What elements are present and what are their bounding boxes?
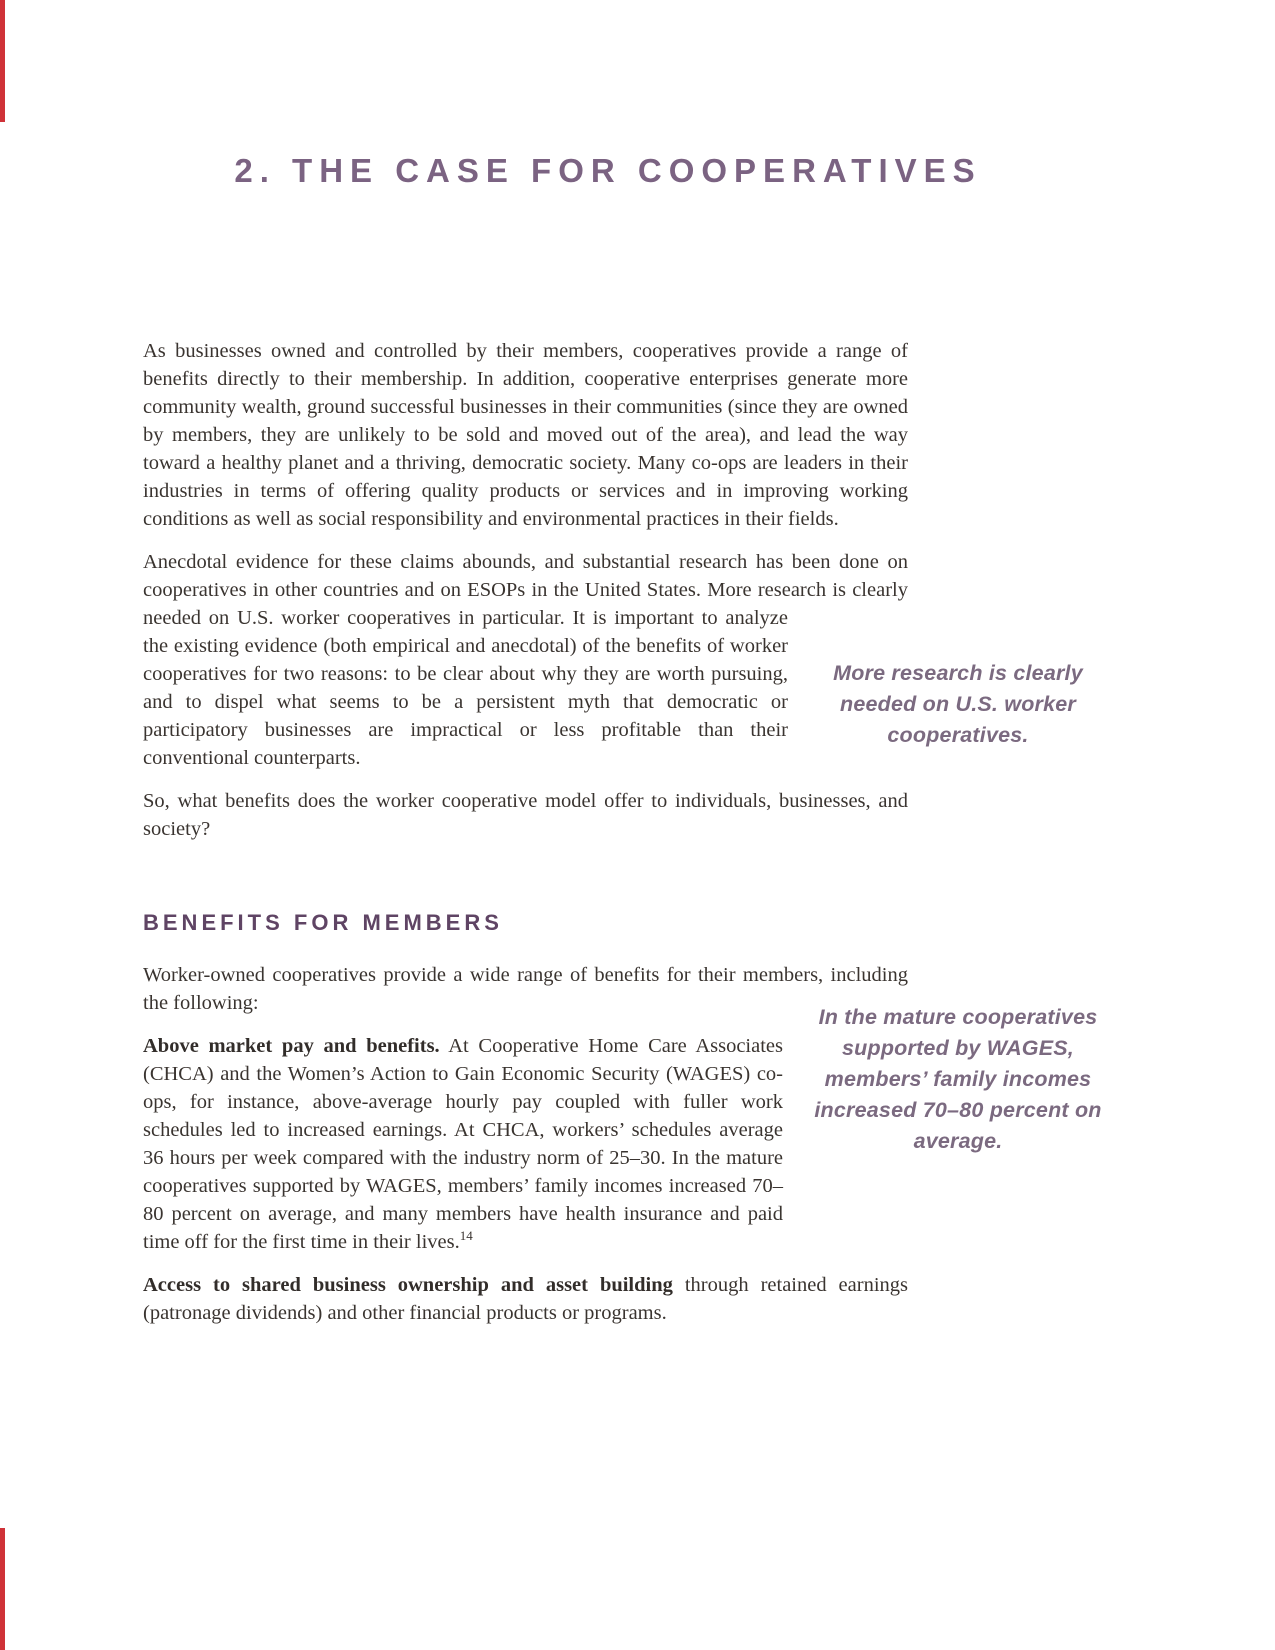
benefit-item-pay-and-benefits [143, 1005, 1102, 1256]
section-heading-benefits-for-members: BENEFITS FOR MEMBERS [143, 910, 503, 935]
intro-paragraph-2 [143, 548, 1083, 772]
benefit-item-ownership [143, 1271, 908, 1327]
benefit-item-text-ownership: through retained earnings (patronage dividends) and other financial products or programs. [143, 1274, 908, 1324]
benefits-intro-paragraph: Worker-owned cooperatives provide a wide range of benefits for their members, including the following: [143, 964, 908, 1014]
pullquote-mature-cooperatives [793, 1002, 1123, 1237]
benefit-item-lead-ownership: Access to shared business ownership and asset building [143, 1274, 673, 1296]
intro-paragraph-3: So, what benefits does the worker cooperative model offer to individuals, businesses, and society? [143, 790, 908, 840]
footnote-reference-14: 14 [459, 1228, 473, 1244]
pullquote-more-research [798, 604, 1118, 751]
intro-paragraph-2-start: Anecdotal evidence for these claims abounds, and substantial research has been done on cooperatives in other countries and on ESOPs in the United States. More research [143, 551, 908, 601]
intro-paragraph-2-end: is clearly needed on U.S. worker cooperatives in particular. It is important to analyze the existing evidence (both empirical and anecdotal) of the benefits of worker cooperatives for two reasons: to be clear about why they are worth pursuing, and to dispel what seems to be a persistent myth that democratic or participatory businesses are impractical or less profitable than their conventional counterparts. [143, 579, 908, 769]
benefit-item-text-pay: At Cooperative Home Care Associates (CHCA) and the Women’s Action to Gain Economic Security (WAGES) co-ops, for instance, above-average hourly pay coupled with fuller work schedules led to increased earnings. At CHCA, workers’ schedules average 36 hours per week compared with the industry norm of 25–30. In the mature cooperatives supported by WAGES, members’ family incomes increased 70–80 percent on average, and many members have health insurance and paid time off for the first time in their lives. [143, 1035, 783, 1253]
pullquote-more-research-text: More research is clearly needed on U.S. worker cooperatives. [833, 661, 1083, 747]
benefit-item-lead-pay: Above market pay and benefits. [143, 1035, 440, 1057]
chapter-title: 2. THE CASE FOR COOPERATIVES [234, 152, 982, 189]
intro-paragraph-1: As businesses owned and controlled by their members, cooperatives provide a range of benefits directly to their membership. In addition, cooperative enterprises generate more community wealth, ground successful businesses in their communities (since they are owned by members, they are unlikely to be sold and moved out of the area), and lead the way toward a healthy planet and a thriving, democratic society. Many co-ops are leaders in their industries in terms of offering quality products or services and in improving working conditions as well as social responsibility and environmental practices in their fields. [143, 340, 908, 530]
page-content [143, 337, 1102, 1327]
red-page-edge-top [0, 0, 5, 122]
red-page-edge-bottom [0, 1528, 5, 1650]
chapter-header [143, 0, 1073, 190]
pullquote-mature-cooperatives-text: In the mature cooperatives supported by WAGES, members’ family incomes increased 70–80 percent on average. [814, 1005, 1102, 1153]
